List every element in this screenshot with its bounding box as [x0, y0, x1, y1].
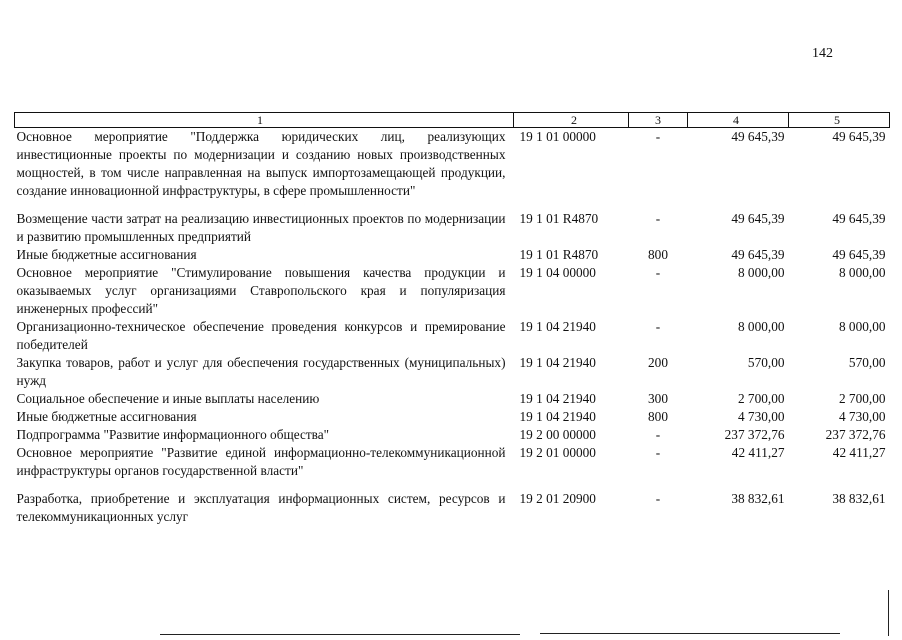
table-row [15, 210, 890, 246]
row-amount-4: 49 645,39 [731, 129, 785, 144]
table-row [15, 246, 890, 264]
row-name: Закупка товаров, работ и услуг для обеспечения государственных (муниципальных) нужд [16, 355, 506, 388]
row-amount-5: 38 832,61 [832, 491, 886, 506]
row-code: 19 1 01 00000 [519, 129, 596, 144]
row-amount-4: 237 372,76 [724, 427, 785, 442]
table-row [15, 264, 890, 318]
row-name: Организационно-техническое обеспечение проведения конкурсов и премирование победителей [16, 319, 506, 352]
row-amount-5: 49 645,39 [832, 211, 886, 226]
table-row [15, 490, 890, 526]
row-amount-5: 49 645,39 [832, 247, 886, 262]
row-code: 19 1 01 R4870 [519, 247, 599, 262]
row-name: Социальное обеспечение и иные выплаты населению [16, 391, 320, 406]
row-amount-4: 42 411,27 [731, 445, 785, 460]
row-expense-type: - [655, 445, 661, 460]
table-row [15, 408, 890, 426]
column-header-1: 1 [15, 113, 514, 128]
row-amount-4: 8 000,00 [737, 265, 785, 280]
row-expense-type: 200 [648, 355, 668, 370]
row-amount-5: 237 372,76 [825, 427, 886, 442]
row-expense-type: 800 [648, 409, 668, 424]
row-amount-5: 570,00 [848, 355, 886, 370]
row-amount-5: 2 700,00 [838, 391, 886, 406]
row-name: Подпрограмма "Развитие информационного общества" [16, 427, 330, 442]
row-amount-4: 2 700,00 [737, 391, 785, 406]
column-header-4: 4 [688, 113, 789, 128]
row-amount-4: 49 645,39 [731, 247, 785, 262]
budget-table [14, 112, 890, 526]
row-name: Возмещение части затрат на реализацию инвестиционных проектов по модернизации и развитию промышленных предприятий [16, 211, 506, 244]
row-code: 19 1 04 21940 [519, 355, 596, 370]
column-header-5: 5 [789, 113, 890, 128]
table-row [15, 426, 890, 444]
row-expense-type: - [655, 427, 661, 442]
scan-edge-bottom [160, 634, 520, 635]
row-expense-type: 300 [648, 391, 668, 406]
table-row [15, 354, 890, 390]
table-header-row [15, 113, 890, 128]
table-row [15, 128, 890, 211]
table-row [15, 444, 890, 490]
page-number: 142 [812, 46, 833, 61]
column-header-2: 2 [514, 113, 629, 128]
row-amount-5: 8 000,00 [838, 319, 886, 334]
scan-edge-bottom-right [540, 633, 840, 634]
table-row [15, 390, 890, 408]
row-name: Основное мероприятие "Развитие единой информационно-телекоммуникационной инфраструктуры органов государственной власти" [16, 445, 506, 478]
row-amount-4: 4 730,00 [737, 409, 785, 424]
row-code: 19 2 00 00000 [519, 427, 596, 442]
row-amount-5: 49 645,39 [832, 129, 886, 144]
scan-edge-right [888, 590, 889, 636]
row-name: Иные бюджетные ассигнования [16, 247, 197, 262]
row-code: 19 1 04 21940 [519, 319, 596, 334]
row-name: Основное мероприятие "Поддержка юридических лиц, реализующих инвестиционные проекты по модернизации и созданию новых производственных мощностей, в том числе направленная на выпуск импортозамещающей продукции, создание инновационной инфраструктуры, в сфере промышленности" [16, 129, 506, 198]
row-amount-4: 38 832,61 [731, 491, 785, 506]
row-name: Основное мероприятие "Стимулирование повышения качества продукции и оказываемых услуг организациями Ставропольского края и популяризация инженерных профессий" [16, 265, 506, 316]
row-expense-type: 800 [648, 247, 668, 262]
row-expense-type: - [655, 211, 661, 226]
row-code: 19 1 01 R4870 [519, 211, 599, 226]
table-row [15, 318, 890, 354]
column-header-3: 3 [629, 113, 688, 128]
row-name: Иные бюджетные ассигнования [16, 409, 197, 424]
row-code: 19 2 01 20900 [519, 491, 596, 506]
row-amount-5: 8 000,00 [838, 265, 886, 280]
row-expense-type: - [655, 491, 661, 506]
row-code: 19 2 01 00000 [519, 445, 596, 460]
row-name: Разработка, приобретение и эксплуатация информационных систем, ресурсов и телекоммуникационных услуг [16, 491, 506, 524]
row-expense-type: - [655, 319, 661, 334]
row-code: 19 1 04 21940 [519, 391, 596, 406]
row-amount-5: 4 730,00 [838, 409, 886, 424]
row-amount-4: 49 645,39 [731, 211, 785, 226]
row-expense-type: - [655, 265, 661, 280]
row-amount-4: 8 000,00 [737, 319, 785, 334]
row-code: 19 1 04 21940 [519, 409, 596, 424]
row-amount-4: 570,00 [747, 355, 785, 370]
row-code: 19 1 04 00000 [519, 265, 596, 280]
row-expense-type: - [655, 129, 661, 144]
row-amount-5: 42 411,27 [832, 445, 886, 460]
